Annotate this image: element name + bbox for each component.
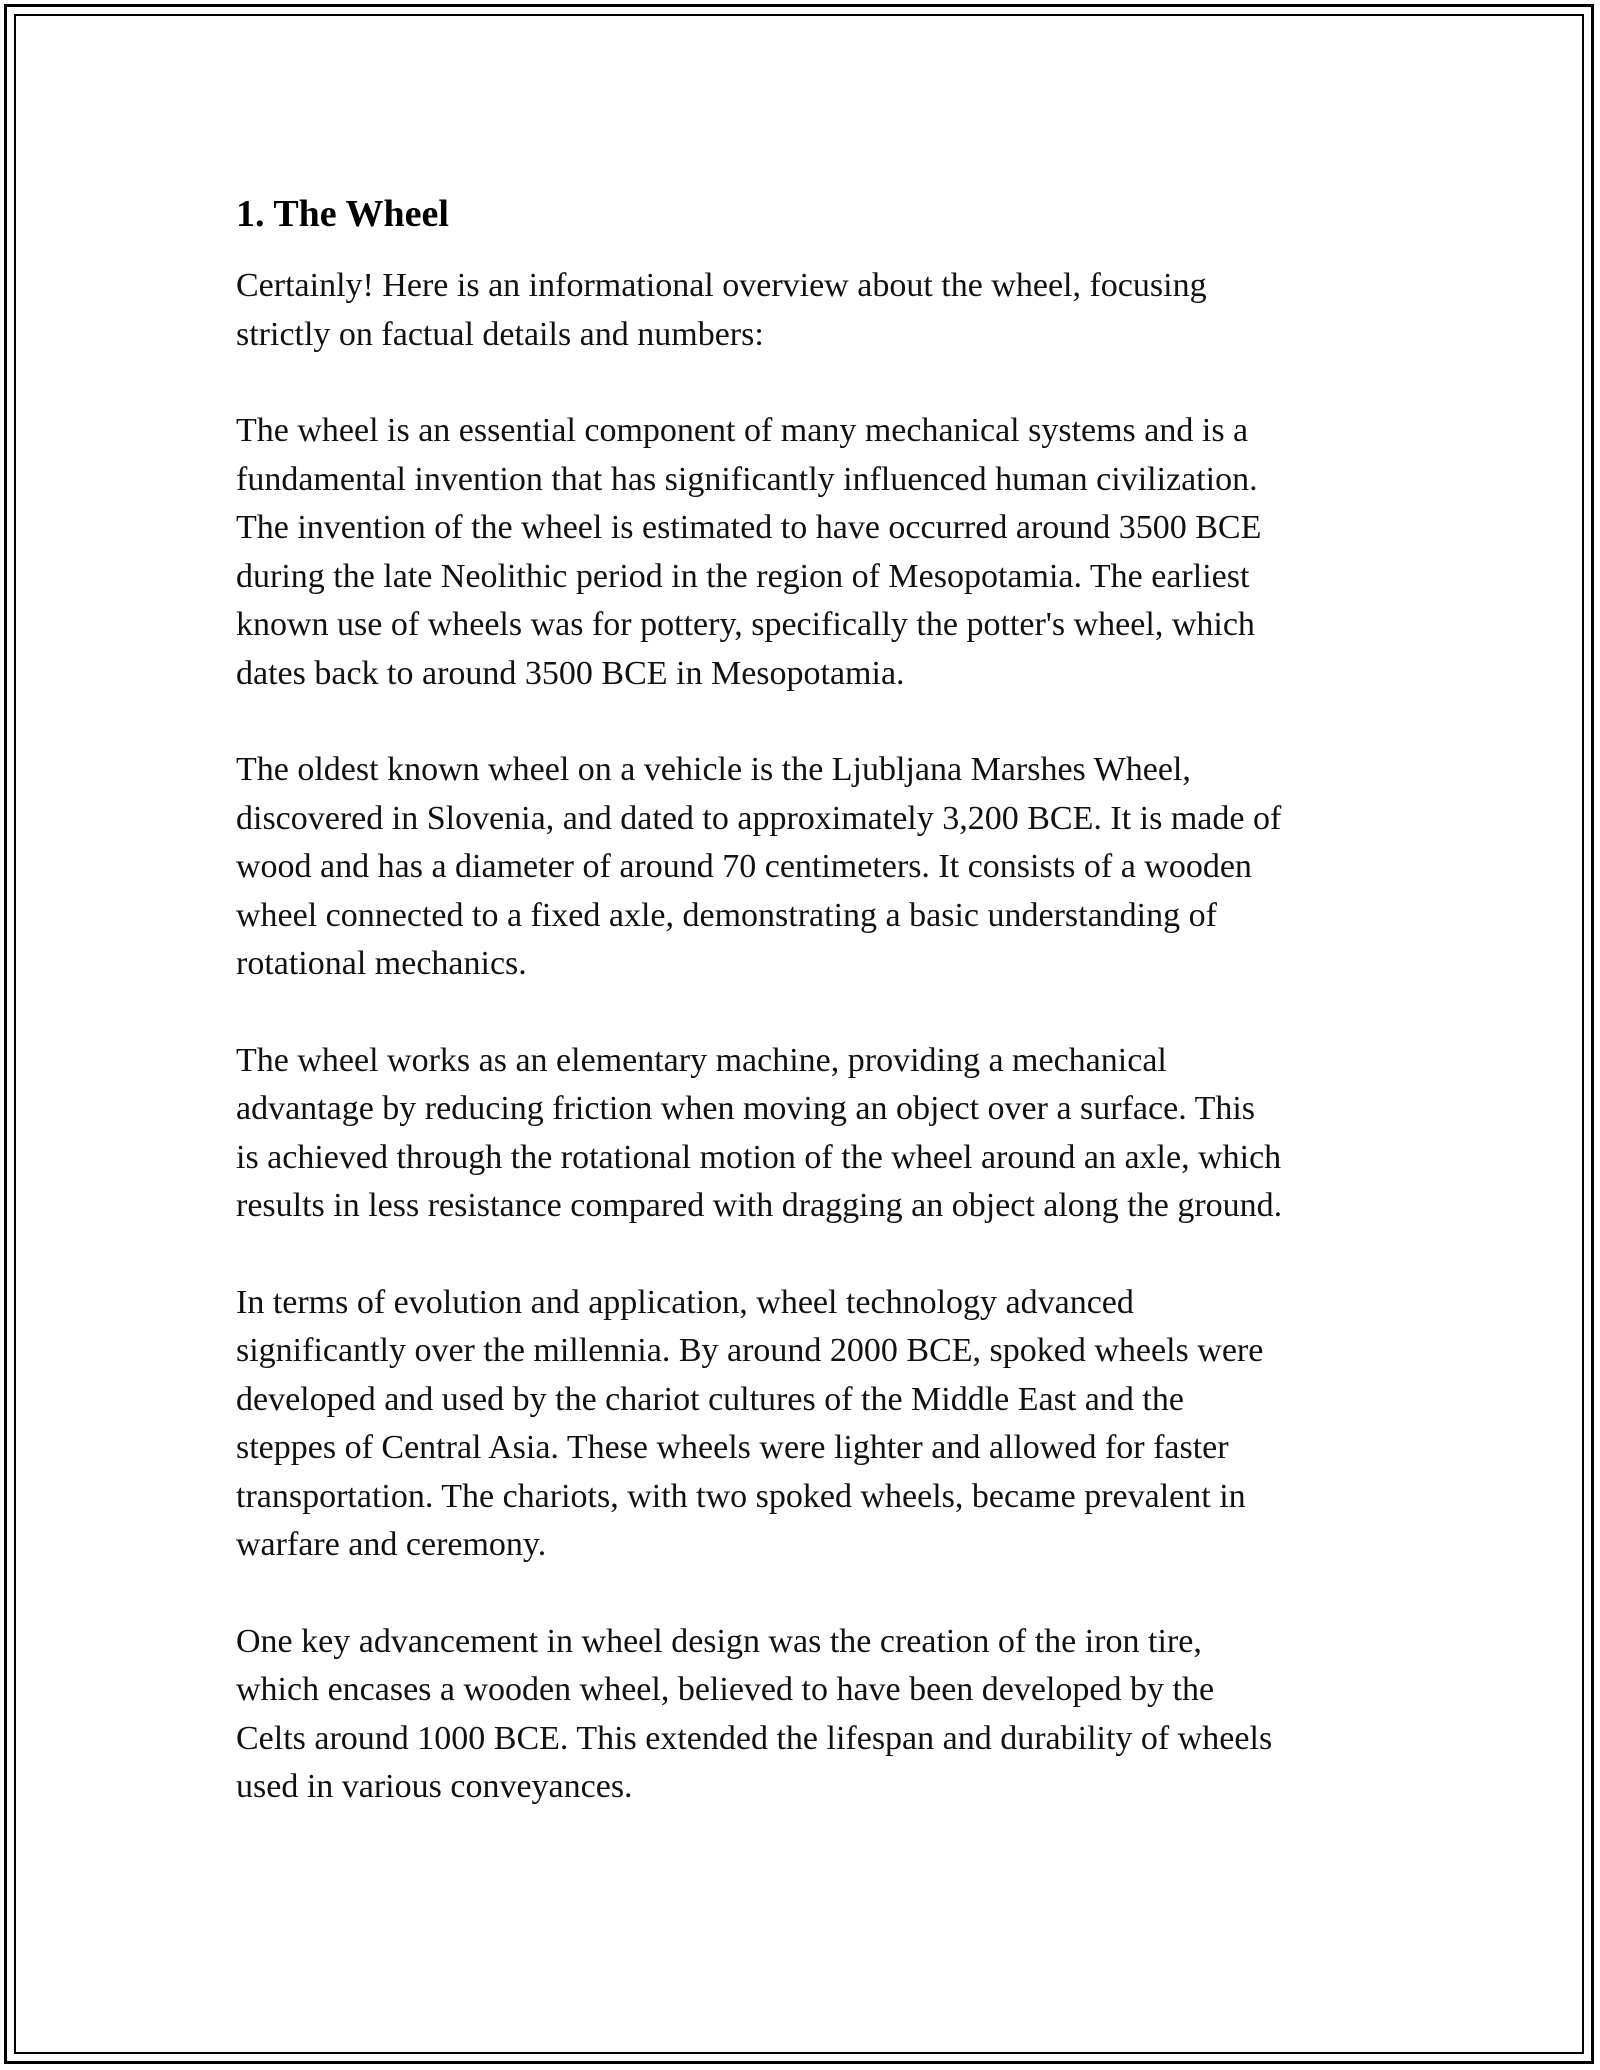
paragraph-evolution: In terms of evolution and application, wheel technology advanced significantly over the millennia. By around 2000 BCE, spoked wheels were developed and used by the chariot cultures of the Middle East and the steppes of Central Asia. These wheels were lighter and allowed for faster transportation. The chariots, with two spoked wheels, became prevalent in warfare and ceremony.: [236, 1283, 1264, 1563]
document-body: [236, 188, 1376, 1812]
paragraph-invention: The wheel is an essential component of many mechanical systems and is a fundamental invention that has significantly influenced human civilization. The invention of the wheel is estimated to have occurred around 3500 BCE during the late Neolithic period in the region of Mesopotamia. The earliest known use of wheels was for pottery, specifically the potter's wheel, which dates back to around 3500 BCE in Mesopotamia.: [236, 412, 1262, 692]
section-heading: 1. The Wheel: [236, 193, 449, 235]
paragraph-intro: Certainly! Here is an informational overview about the wheel, focusing strictly on factual details and numbers:: [236, 267, 1207, 353]
paragraph-oldest-wheel: The oldest known wheel on a vehicle is the Ljubljana Marshes Wheel, discovered in Slovenia, and dated to approximately 3,200 BCE. It is made of wood and has a diameter of around 70 centimeters. It consists of a wooden wheel connected to a fixed axle, demonstrating a basic understanding of rotational mechanics.: [236, 751, 1282, 982]
paragraph-iron-tire: One key advancement in wheel design was the creation of the iron tire, which encases a wooden wheel, believed to have been developed by the Celts around 1000 BCE. This extended the lifespan and durability of wheels used in various conveyances.: [236, 1622, 1273, 1805]
paragraph-mechanics: The wheel works as an elementary machine, providing a mechanical advantage by reducing friction when moving an object over a surface. This is achieved through the rotational motion of the wheel around an axle, which results in less resistance compared with dragging an object along the ground.: [236, 1041, 1283, 1224]
